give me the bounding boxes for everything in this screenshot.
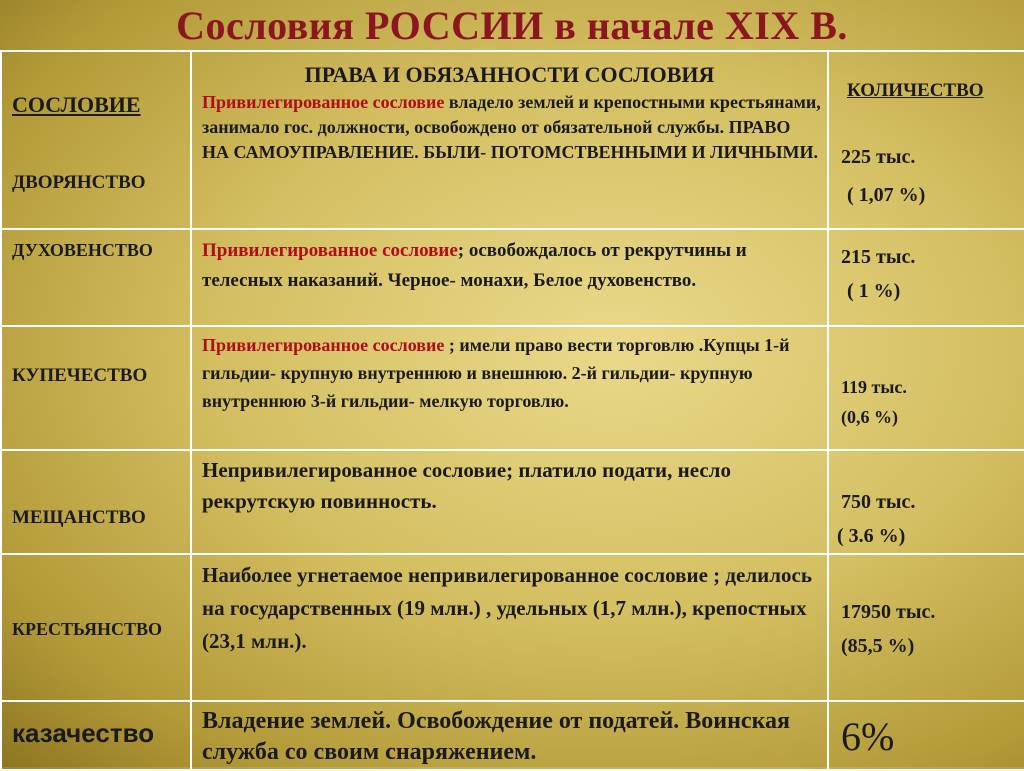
estate-cell — [1, 450, 191, 554]
estate-cell — [1, 554, 191, 701]
estate-cell — [1, 326, 191, 450]
table-row — [1, 701, 1024, 770]
rights-detail: Владение землей. Освобождение от податей. Воинская служба со своим снаряжением. — [202, 708, 791, 765]
rights-cell — [191, 701, 828, 770]
rights-text — [192, 451, 827, 517]
table-row — [1, 229, 1024, 326]
rights-header: ПРАВА И ОБЯЗАННОСТИ СОСЛОВИЯ — [304, 62, 715, 87]
quantity-percent: (0,6 %) — [841, 407, 898, 427]
quantity-value: 17950 тыс. — [841, 601, 936, 623]
privileged-label: Привилегированное сословие — [202, 240, 458, 261]
quantity-cell — [828, 450, 1024, 554]
rights-cell — [191, 450, 828, 554]
privileged-label: Привилегированное сословие — [202, 92, 445, 112]
quantity-value: 215 тыс. — [841, 246, 916, 268]
estate-cell — [1, 229, 191, 326]
quantity-value: 225 тыс. — [841, 146, 916, 168]
rights-cell — [191, 554, 828, 701]
quantity-value: 119 тыс. — [841, 377, 907, 397]
privileged-label: Привилегированное сословие — [202, 335, 445, 355]
estate-name: МЕЩАНСТВО — [12, 507, 146, 528]
rights-detail: ; освобождалось от рекрутчины и телесных наказаний. Черное- монахи, Белое духовенство. — [202, 240, 747, 291]
rights-text — [192, 88, 827, 165]
estate-cell — [1, 701, 191, 770]
table-row — [1, 51, 1024, 229]
estate-cell — [1, 51, 191, 229]
quantity-cell — [828, 229, 1024, 326]
rights-text — [192, 555, 827, 658]
rights-detail: Непривилегированное сословие; платило подати, несло рекрутскую повинность. — [202, 458, 731, 513]
quantity-header: КОЛИЧЕСТВО — [847, 80, 984, 101]
estate-name: КУПЕЧЕСТВО — [12, 365, 148, 386]
estate-name: КРЕСТЬЯНСТВО — [12, 619, 163, 639]
rights-text — [192, 230, 827, 296]
rights-detail: ; имели право вести торговлю .Купцы 1-й гильдии- крупную внутреннюю и внешнюю. 2-й гильдии- крупную внутреннюю 3-й гильдии- мелкую торговлю. — [202, 335, 790, 411]
quantity-percent: (85,5 %) — [841, 635, 915, 657]
rights-text — [192, 702, 827, 768]
table-row — [1, 554, 1024, 701]
table-row — [1, 326, 1024, 450]
quantity-value: 6% — [841, 714, 895, 759]
table-row — [1, 450, 1024, 554]
rights-cell — [191, 326, 828, 450]
rights-cell — [191, 51, 828, 229]
quantity-cell — [828, 701, 1024, 770]
quantity-percent: ( 1,07 %) — [847, 184, 926, 206]
estate-name: ДВОРЯНСТВО — [12, 172, 146, 193]
rights-text — [192, 327, 827, 415]
quantity-value: 750 тыс. — [841, 491, 916, 513]
estate-name: казачество — [12, 718, 155, 748]
estate-name: ДУХОВЕНСТВО — [12, 240, 153, 260]
rights-detail: Наиболее угнетаемое непривилегированное сословие ; делилось на государственных (19 млн.) , удельных (1,7 млн.), крепостных (23,1 млн.). — [202, 563, 812, 653]
slide-title: Сословия РОССИИ в начале XIX В. — [176, 3, 848, 48]
quantity-cell — [828, 51, 1024, 229]
rights-cell — [191, 229, 828, 326]
quantity-percent: ( 1 %) — [847, 280, 901, 302]
estate-header: СОСЛОВИЕ — [12, 92, 141, 117]
quantity-percent: ( 3.6 %) — [837, 525, 906, 547]
estates-table — [0, 50, 1024, 771]
quantity-cell — [828, 554, 1024, 701]
rights-detail: владело землей и крепостными крестьянами, занимало гос. должности, освобождено от обязательной службы. ПРАВО НА САМОУПРАВЛЕНИЕ. БЫЛИ- ПОТОМСТВЕННЫМИ И ЛИЧНЫМИ. — [202, 92, 821, 162]
quantity-cell — [828, 326, 1024, 450]
